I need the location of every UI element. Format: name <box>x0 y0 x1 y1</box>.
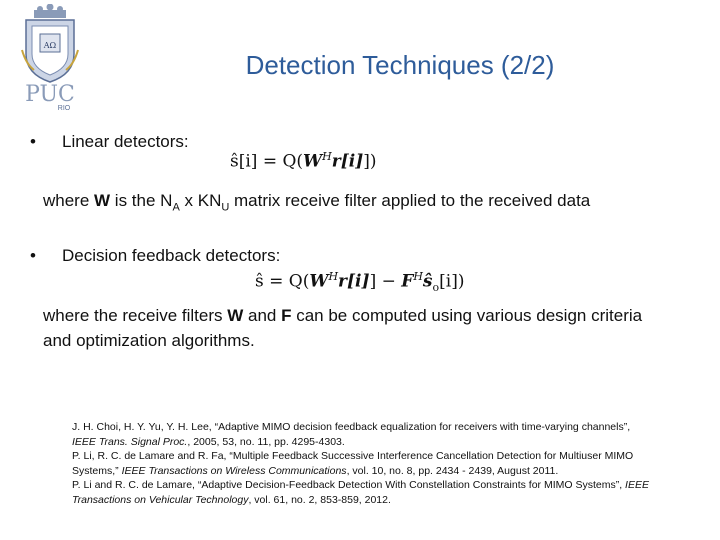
reference-item: P. Li, R. C. de Lamare and R. Fa, “Multiple Feedback Successive Interference Cancellation Detection for Multiuser MIMO Systems,” IEEE Transactions on Wireless Communications, vol. 10, no. 8, pp. 2434 - 2439, August 2011. <box>72 450 634 477</box>
puc-rio-logo <box>18 4 82 112</box>
formula-decision-feedback: ŝ = $Q(W^Hr[i]]$ − $F^Hŝ_o[i]$) <box>255 270 465 295</box>
formula-linear-detector: ŝ[i] = $Q(W^Hr[i]]$) <box>230 150 377 172</box>
svg-text:RIO: RIO <box>57 105 71 112</box>
svg-text:PUC: PUC <box>25 82 75 107</box>
bullet-symbol: • <box>30 132 36 151</box>
reference-item: J. H. Choi, H. Y. Yu, Y. H. Lee, “Adaptive MIMO decision feedback equalization for receivers with time-varying channels”, IEEE Trans. Signal Proc., 2005, 53, no. 11, pp. 4295-4303. <box>72 421 631 448</box>
puc-rio-crest-icon <box>18 4 82 112</box>
slide-title: Detection Techniques (2/2) <box>245 50 555 80</box>
bullet-label: Linear detectors: <box>62 132 189 151</box>
reference-item: P. Li and R. C. de Lamare, “Adaptive Decision-Feedback Detection With Constellation Constraints for MIMO Systems”, IEEE Transactions on Vehicular Technology, vol. 61, no. 2, 853-859, 2012. <box>72 479 649 506</box>
svg-text:ΑΩ: ΑΩ <box>43 41 57 50</box>
references <box>72 420 652 508</box>
bullet-symbol: • <box>30 246 36 265</box>
decision-feedback-description: where the receive filters W and F can be computed using various design criteria and optimization algorithms. <box>43 306 643 350</box>
linear-detector-description: where W is the $N_A$ x $KN_U$ matrix receive filter applied to the received data <box>43 191 591 214</box>
bullet-label: Decision feedback detectors: <box>62 246 281 265</box>
bullet-linear-detectors <box>30 132 189 152</box>
bullet-decision-feedback-detectors <box>30 246 280 266</box>
